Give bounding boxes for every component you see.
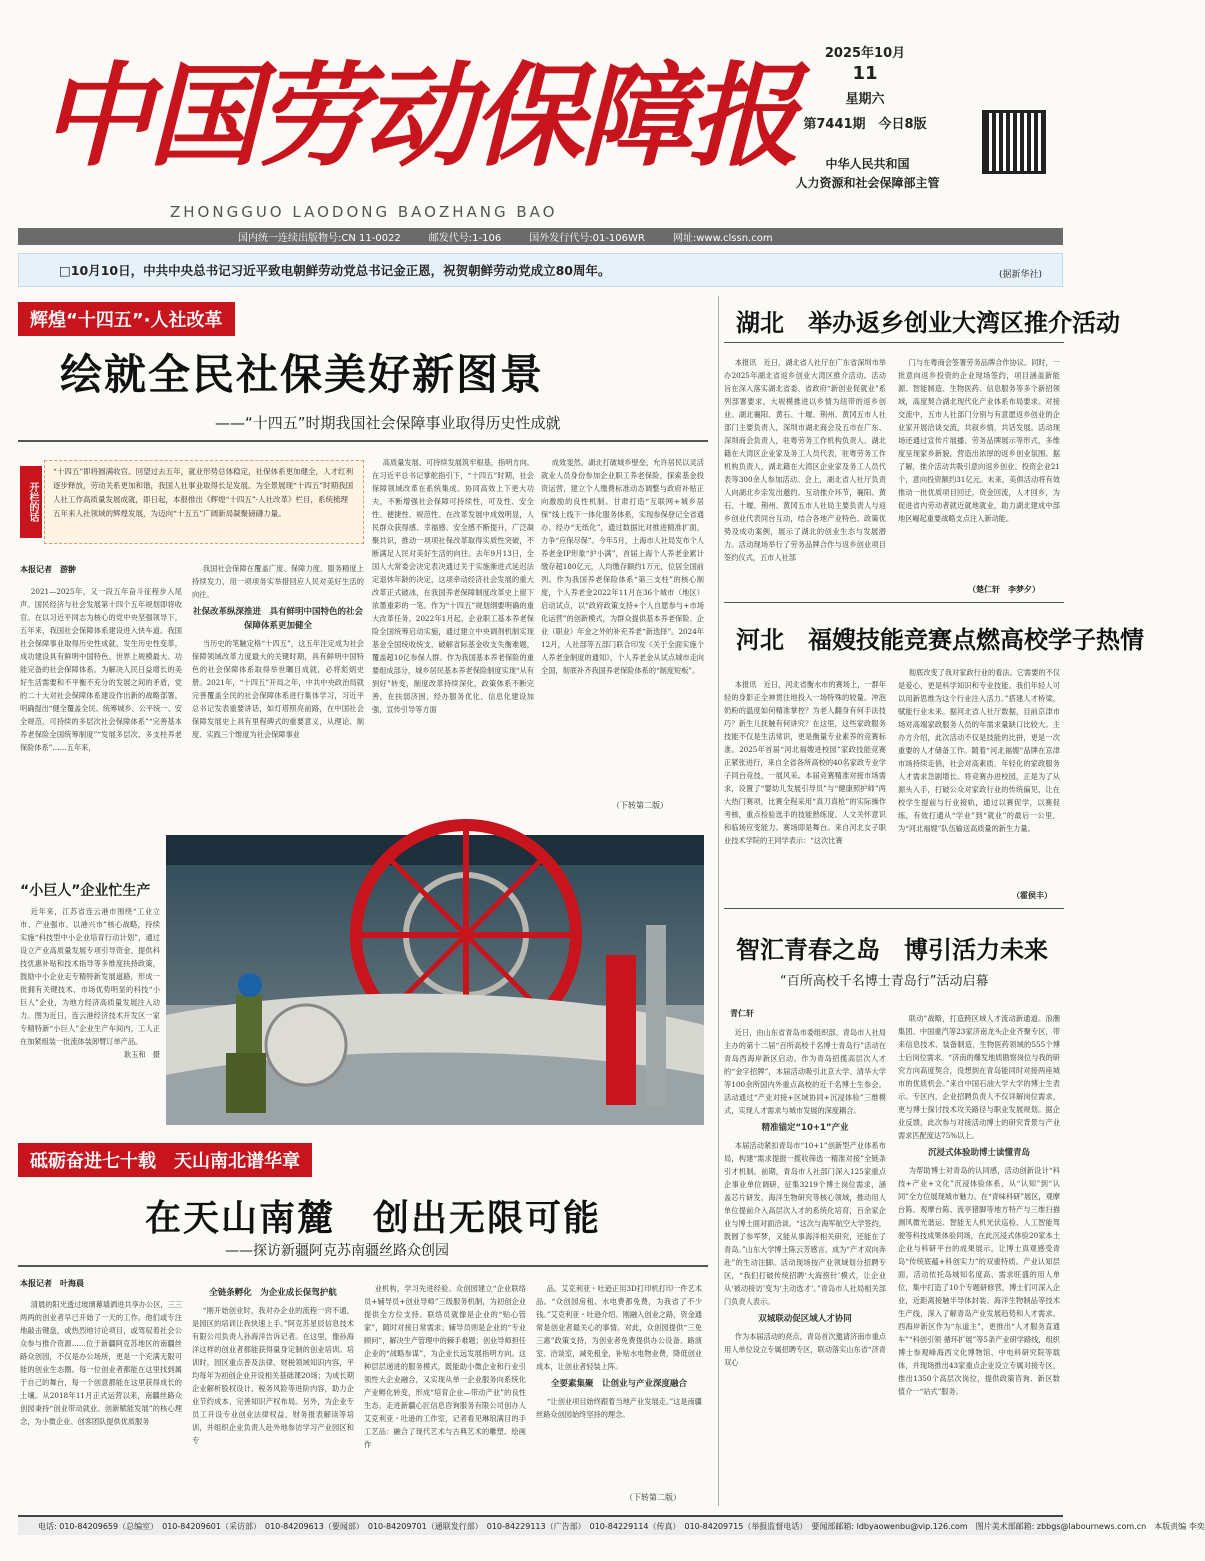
news-flash-text: □10月10日，中共中央总书记习近平致电朝鲜劳动党总书记金正恩，祝贺朝鲜劳动党成立80周年。 [59,263,611,278]
second-subtitle: ——探访新疆阿克苏南疆丝路众创园 [225,1243,449,1259]
section-banner-2: 砥砺奋进七十载 天山南北谱华章 [18,1143,312,1177]
hubei-headline: 湖北 举办返乡创业大湾区推介活动 [736,309,1120,337]
photo-credit: 耿玉和 摄 [124,1050,160,1059]
hubei-author: （楚仁轩 李梦夕） [968,584,1040,594]
qingdao-column-2: 联动”战略，打造跨区域人才流动新通道。浪潮集团、中国重汽等23家济南龙头企业齐聚专区，带来信息技术、装备制造、生物医药领域的555个博士后岗位需求。“济南的爆发地质勘察岗位与我的研究方向高度契合，没想到在青岛能同时对接两座城市的优质机会。”来自中国石油大学大学的博士生表示。专区内，企业招聘负责人不仅详解岗位需求，更与博士探讨技术攻关路径与职业发展规划。据企业反馈，此次参与对接活动博士的研究背景与产业需求匹配度达75%以上。 沉浸式体验助博士读懂青岛 为帮助博士对青岛的认同感，活动创新设计“科技+产业+文化”沉浸体验体系，从“认知”到“认同”全方位展现城市魅力。在“青味科研”展区，观摩台陈、观摩台陈、流亭猪脚等地方特产与三维扫描测风微光谐运、智能无人机光伏巡检、人工智能驾驶等科技成果体验同场，在此沉浸式体验20家本土企业与科研平台的成果展示，让博士真观感受青岛“传统底蕴+科创实力”的双重特质。产业认知层面，活动依托岛城知名度高、需求旺盛的用人单位，集中打造了10个专题研修营，博士们可深入企业，近距离接触半导体封装、海洋生物制品等技术生产线，深入了解青岛产业发展趋势和人才需求。西海岸新区作为“东道主”，更推出“人才服务直通车”“科创引领 循环扩展”等5条产业研学路线，组织博士参观峰海西文化博物馆、中电科研究院等载体，并现场推出43家重点企业设立专属对接专区，推出1350个高层次岗位，提供政策咨询、新区数值介一“站式”服务。 [898,1014,1060,1396]
hebei-author: （霍侯丰） [1012,890,1052,900]
second-column-3: 业机构，学习先进经验。众创园建立“企业联络员+辅导员+创业导师”三级服务机制，为初创企业提供全方位支持。联络员就像是企业的“贴心管家”，随时对接日常需求；辅导员则是企业的“专业顾问”，解决生产管理中的棘手难题；创业导师担任企业的“战略参谋”，为企业长远发展指明方向。这种层层递进的服务模式，既能助小微企业和行业引领性大企业融合，又实现从单一企业服务向系统化产业孵化转变，形成“培育企业—带动产业”的良性生态。走进新疆心匠信息咨询服务有限公司创办人艾克利亚・吐逊的工作室，记者看见琳琅满目的手工艺品：融合了现代艺术与古典艺术的雕塑、绘画作 [364,1284,526,1449]
publication-info-bar [18,228,1063,245]
main-subheading: 社保改革纵深推进 具有鲜明中国特色的社会保障体系更加健全 [192,607,363,631]
intro-note: “十四五”即将圆满收官。回望过去五年，就业形势总体稳定，社保体系更加健全，人才红利逐步释放，劳动关系更加和谐，我国人社事业取得长足发展。为全景展现“十四五”时期我国人社工作高质量发展成就，即日起，本报推出《辉煌“十四五”·人社改革》栏目，系统梳理五年来人社领域的辉煌发展，为迈向“十五五”广阔新局凝聚磅礴力量。 [44,460,364,544]
hebei-headline: 河北 福嫂技能竞赛点燃高校学子热情 [736,626,1144,654]
qingdao-subheading-1: 精准锚定“10+1”产业 [761,1123,849,1133]
second-subheading-2: 全要素集聚 让创业与产业深度融合 [550,1379,687,1389]
publisher-line2: 人力资源和社会保障部主管 [795,176,940,190]
qr-code-icon [982,110,1046,174]
hubei-column-2: 门与在粤商会签署劳务品牌合作协议。同时，一批意向返乡投资的企业现场签约，项目涵盖新能源、智能制造、生物医药、信息服务等多个新招领域，高度契合湖北现代化产业体系布局要求。对接交流中，五市人社部门分别与有意愿返乡创业的企业家开展洽谈交流，共叙乡情、共话发展。活动现场还通过宣传片展播、劳务品牌展示等形式，多维度呈现家乡新貌，营造出浓厚的返乡创业氛围。据了解，推介活动共吸引意向返乡创业、投资企业21个，意向投资额约31亿元。未来，美俱活动将有效推动一批优质项目回迁，资金回流，人才回乡，为促进省内劳动者就近就地就业，助力湖北建成中部地区崛起重要战略支点注入新动能。 [898,358,1060,523]
qingdao-subtitle: “百所高校千名博士青岛行”活动启幕 [780,974,989,989]
publisher [760,155,975,193]
qingdao-byline: 青仁轩 [730,1008,754,1018]
main-column-3: 高质量发展、可持续发展筑牢根基，指明方向。在习近平总书记掌舵指引下，“十四五”时期，社会保障领域改革在系统集成、协同高效上下更大功夫，不断增强社会保障可持续性，可及性、安全性、便捷性、规范性、在改革发展中成效明显，人民群众获得感、幸福感、安全感不断提升，广泛凝聚共识，推动一项项社保改革取得实质性突破，不断满足人民对美好生活的向往。去年9月13日，全国人大常委会决定表决通过关于实施渐进式延迟法定退休年龄的决定，这项牵动经济社会发展的重大改革正式破冰，在我国养老保障制度改革史上留下浓墨重彩的一笔。作为“十四五”规划纲要明确的重大改革任务，2022年1月起，企业职工基本养老保险全国统筹启动实施，通过建立中央调剂机制实现基金全国统收统支，破解省际基金收支失衡难题，覆盖超10亿参保人群。作为我国基本养老保险的重要组成部分，城乡居民基本养老保险制度实现“从有到好”转变，制度改革持续深化，政策体系不断完善，在扶弱济困、经办服务优化、信息化建设加强，宣传引导等方面 [372,458,534,714]
photo-caption-title: “小巨人”企业忙生产 [20,883,151,899]
second-subheading-1: 全链条孵化 为企业成长保驾护航 [209,1288,337,1298]
issue-info [780,42,950,132]
issue-weekday: 星期六 [845,92,885,107]
cn-number: 国内统一连续出版物号:CN 11-0022 [238,233,401,244]
publisher-line1: 中华人民共和国 [825,157,910,171]
hebei-column-2: 彻底改变了我对家政行业的看法。它需要的不仅是爱心，更是科学知识和专业技能。我们年轻人可以用新思维为这个行业注入活力。”搭建人才桥梁，赋能行业未来。据河北省人社厅数据，目前京津市场对高端家政服务人员的年需求量缺口比较大。主办方介绍，此次活动不仅是技能的比拼，更是一次重要的人才储备工作。随着“河北福嫂”品牌在京津市场持续走俏，社会对高素质、年轻化的家政服务人才需求急剧增长。将竞赛办进校园，正是为了从源头入手，打破公众对家政行业的传统偏见，让在校学生提前与行业接轨，通过以赛促学，以赛促练，有效打通从“学业”到“就业”的最后一公里，为“河北福嫂”队伍输送高质量的新生力量。 [898,668,1060,833]
second-byline: 本报记者 叶海晨 [20,1278,84,1288]
second-headline: 在天山南麓 创出无限可能 [145,1198,602,1239]
issue-number: 第7441期 今日8版 [803,117,927,132]
qingdao-column-1: 近日，由山东省青岛市委组织部、青岛市人社局主办的第十二届“百所高校千名博士青岛行”活动在青岛西海岸新区启动。作为青岛招揽高层次人才的“金字招牌”，本届活动吸引北京大学、清华大学等100余所国内外重点高校的近千名博士生参会。活动通过“产业对接+区域协同+沉浸体验”三维模式，实现人才需求与城市发展的深度耦合。 精准锚定“10+1”产业 本届活动紧扣青岛市“10+1”创新型产业体系布局，构建“需求提报一揽收筛选一精准对接”全链条引才机制。前期，青岛市人社部门深入125家重点企事业单位调研，征集3219个博士岗位需求，涵盖芯片研发、海洋生物研究等核心领域，推动用人单位提前介入高层次人才的系统化培育，百余家企业与博士面对面洽谈。“这次与海军航空大学签约，既圆了参军梦，又能从事海洋相关研究，还能在了青岛。”山东大学博士陈云芳感言。成为“产才双向奔赴”的生动注脚。活动现场按产业领域划分招聘专区，“我们打破传统招聘‘大海捞针’模式，让企业从‘被动接访’变为‘主动选才’。”青岛市人社局相关部门负责人表示。 双城联动促区域人才协同 作为本届活动的亮点，青岛首次邀请济南市重点用人单位设立专属招聘专区，联动落实山东省“济青双心 [724,1028,886,1367]
factory-photo [166,835,704,1125]
main-column-1: 2021—2025年，又一段五年奋斗征程步入尾声。国民经济与社会发展第十四个五年规划即将收官。在以习近平同志为核心的党中央坚强领导下，五年来，我国社会保障体系建设进入快车道。我国社会保障事业取得历史性成就、发生历史性变革，成功建设具有鲜明中国特色、世界上规模最大、功能完备的社会保障体系。为解决人民日益增长的美好生活需要和不平衡不充分的发展之间的矛盾，党的二十大对社会保障体系建设作出新的战略部署，明确提出“健全覆盖全民、统筹城乡、公平统一、安全规范、可持续的多层次社会保障体系”“完善基本养老保险全国统筹制度”“发展多层次、多支柱养老保险体系”……五年来， [20,587,182,752]
second-column-1: 清晨的阳光透过玻璃幕墙洒进共享办公区，三三两两的创业者早已开始了一天的工作。他们或专注地敲击键盘，或热烈地讨论项目，或驾驭着社会公众参与推介资源……位于新疆阿克苏地区的南疆丝路众创园，不仅是办公场所，更是一个充满无限可能的创业生态圈。每一位创业者都能在这里找到属于自己的舞台，每一个创意都能在这里获得成长的土壤。从2018年11月正式运营以来，南疆丝路众创园秉持“创业带动就业、创新赋能发展”的核心理念，为小微企业、创客团队提供优质服务 [20,1300,182,1426]
main-column-2: 我国社会保障在覆盖广度、保障力度、服务精度上持续发力，用一项项务实举措回应人民对美好生活的向往。 社保改革纵深推进 具有鲜明中国特色的社会保障体系更加健全 当历史的笔触定格“十四五”，这五年注定成为社会保障领域改革力度最大的关键时期，具有鲜明中国特色的社会保障体系取得举世瞩目成就，必将彪炳史册。2021年，“十四五”开局之年，中共中央政治局就完善覆盖全民的社会保障体系进行集体学习，习近平总书记发表重要讲话，如灯塔照亮前路，在中国社会保障发展史上具有里程碑式的重要意义，从理论、制度、实践三个维度为社会保障事业 [192,564,364,739]
qingdao-subheading-3: 沉浸式体验助博士读懂青岛 [927,1148,1030,1158]
qingdao-subheading-2: 双城联动促区域人才协同 [758,1314,852,1324]
divider-qingdao-top [724,908,1064,909]
divider [18,440,708,442]
main-column-4: 成效斐然。湖北打破城乡壁垒，允许居民以灵活就业人员身份参加企业职工养老保险，探索基金投资运营，建立个人缴费标准动态调整与政府补贴正向激励的良性机制。甘肃打造“互联网+城乡居保”线上线下一体化服务体系，实现参保登记全省通办、经办“无纸化”，通过数据比对推进精准扩面，力争“应保尽保”。今年5月，上海市人社局发布个人养老金IP形象“沪小满”，首届上海个人养老金累计缴存超180亿元，人均缴存额约1万元，位居全国前列。作为我国养老保险体系“第三支柱”的核心制度，个人养老金2022年11月在36个城市（地区）启动试点，以“政府政策支持+个人自愿参与+市场化运营”的创新模式，为群众提供基本养老保险、企业（职业）年金之外的补充养老“新选择”。2024年12月，人社部等五部门联合印发《关于全面实施个人养老金制度的通知》，个人养老金从试点城市走向全国，彻底补齐我国养老保险体系的“制度短板”。 [541,458,704,675]
masthead-logo: 中国劳动保障报 [40,51,796,182]
main-subtitle: ——“十四五”时期我国社会保障事业取得历史性成就 [215,414,561,432]
second-column-4: 品。艾克利亚・吐逊正用3D打印机打印一件艺术品。“众创园房租、水电费都免费，为我省了不少钱。”艾克利亚・吐逊介绍。刚融入创业之路，资金通常是创业者最关心的事情。对此，众创园提供“三免三惠”政策支持，为创业者免费提供办公设备、路演室、洽谈室，减免租金，补贴水电物业费，降低创业成本，让创业者轻装上阵。 全要素集聚 让创业与产业深度融合 “让创业项目始终跟着当地产业发展走。”这是南疆丝路众创园始终坚持的理念。 [536,1284,702,1419]
divider-2 [18,1265,708,1267]
divider-hubei [724,342,1064,343]
intl-code: 国外发行代号:01-106WR [529,233,645,244]
factory-illustration [166,835,704,1125]
main-byline: 本报记者 游翀 [20,564,76,574]
photo-caption-text: 近年来，江苏省连云港市围绕“工业立市、产业强市、以港兴市”核心战略，持续实施“科技型中小企业培育行动计划”，通过设立产业高质量发展专项引导资金、提供科技优惠补贴和技术指导等多维度扶持政策，鼓励中小企业走专精特新发展道路，形成一批拥有关键技术、市场优势明显的科技“小巨人”企业，为地方经济高质量发展注入动力。图为近日，连云港经济技术开发区一家专精特新“小巨人”企业生产车间内，工人正在加紧组装一批流体装卸臂订单产品。 耿玉和 摄 [20,907,160,1059]
masthead-pinyin: ZHONGGUO LAODONG BAOZHANG BAO [170,203,558,221]
qingdao-headline: 智汇青春之岛 博引活力未来 [736,936,1048,964]
divider-hebei-top [724,602,1064,603]
issue-day: 11 [852,63,878,84]
second-column-2: 全链条孵化 为企业成长保驾护航 “刚开始创业时，我对办企业的流程一窍不通，是园区的培训让我快速上手。”阿克苏星辰信息技术有限公司负责人孙海洋告诉记者。在这里，像孙海洋这样的创业者都能获得量身定制的创业培训。培训时，园区重点普及法律、财税领域知识内容，平均每年为初创企业开设相关基础课20场；为成长期企业解析股权设计、税务风险等进阶内容，助力企业节约成本、完善知识产权布局。另外，为企业专员工开设专业创业法律权益、财务报表解读等培训，并组织企业负责人赴外地参访学习产业园区和专 [192,1288,354,1445]
website[interactable]: 网址:www.clssn.com [672,233,773,244]
post-code: 邮发代号:1-106 [428,233,502,244]
continue-note-2: （下转第二版） [625,1493,681,1502]
section-banner: 辉煌“十四五”·人社改革 [18,302,235,336]
issue-date: 2025年10月 [824,46,906,61]
column-divider [718,296,719,1506]
news-flash [18,253,1063,287]
news-flash-source: (据新华社) [998,270,1042,280]
contact-footer: 电话: 010-84209659（总编室） 010-84209601（采访部） 010-84209613（要闻部） 010-84209701（通联发行部） 010-84229113（广告部） 010-84229114（传真） 010-84209715（举报监督电话） 要闻部邮箱: ldbyaowenbu@vip.126.com 图片美术部邮箱: zbbgs@labournews.com.cn 本版责编 李奕 [18,1515,1063,1535]
continue-note: （下转第二版） [612,801,668,810]
column-kicker: 开栏的话 [20,466,42,538]
main-headline: 绘就全民社保美好新图景 [60,350,545,399]
hubei-column-1: 本报讯 近日，湖北省人社厅在广东省深圳市举办2025年湖北省返乡创业大湾区推介活动。活动旨在深入落实湖北省委、省政府“新创业促就业”系列部署要求，大规模推进以乡情为纽带的返乡创业。湖北襄阳、黄石、十堰、荆州、黄冈五市人社部门主要负责人，深圳市湖北商会及五市在广东、深圳商会负责人，驻粤劳务工作机构负责人、湖北籍在大湾区企业家及务工人员代表，驻粤劳务工作机构负责人，湖北籍在大湾区企业家及务工人员代表等300余人参加活动。会上，湖北省人社厅负责人向湖北乡亲发出邀约。互动推介环节，襄阳、黄石、十堰、荆州、黄冈五市人社局主要负责人与返乡创业代表同台互动，结合各地产业特色、政策优势及成功案例，展示了湖北的创业生态与发展潜力。活动现场举行了劳务品牌合作与返乡创业项目签约仪式，五市人社部 [724,358,886,562]
hebei-column-1: 本报讯 近日，河北省衡水市的赛场上，一群年轻的身影正全神贯注地投入一场特殊的较量。冲泡奶粉的温度如何精准掌控？为老人翻身有何手法技巧？新生儿抚触有何讲究？在这里，这些家政服务技能不仅是生活常识，更是衡量专业素养的竞赛标准。2025年首届“河北福嫂进校园”家政技能竞赛正紧张进行，来自全省各所高校的40名家政专业学子同台竞技，一展风采。本届竞赛精准对接市场需求，设置了“婴幼儿发展引导员”与“健康照护师”两大热门赛项，比赛全程采用“真刀真枪”的实际操作考核，重点检验选手的技能熟练度、人文关怀意识和临场应变能力。赛场即是舞台。来自河北女子职业技术学院的王同学表示：“这次比赛 [724,680,886,845]
